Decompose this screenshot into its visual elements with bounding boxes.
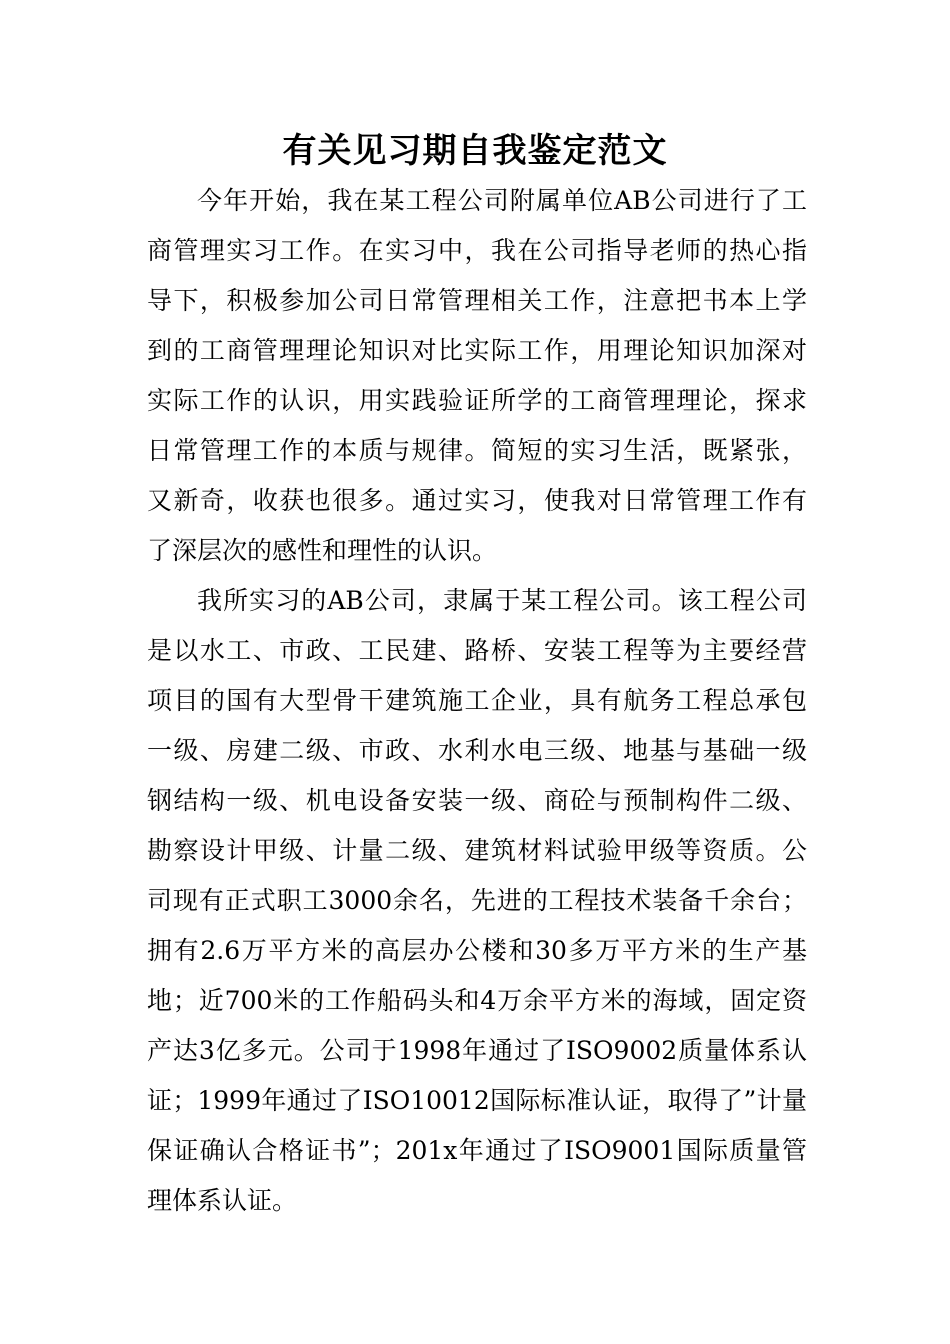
paragraph-line: 钢结构一级、机电设备安装一级、商砼与预制构件二级、 (147, 786, 807, 815)
paragraph-line: 地；近700米的工作船码头和4万余平方米的海域，固定资 (147, 986, 807, 1015)
paragraph-line: 了深层次的感性和理性的认识。 (147, 536, 498, 565)
paragraph-line: 产达3亿多元。公司于1998年通过了ISO9002质量体系认 (147, 1036, 807, 1065)
paragraph-line: 日常管理工作的本质与规律。简短的实习生活，既紧张， (147, 436, 807, 465)
paragraph-line: 又新奇，收获也很多。通过实习，使我对日常管理工作有 (147, 486, 807, 515)
paragraph-line: 我所实习的AB公司，隶属于某工程公司。该工程公司 (197, 586, 807, 615)
paragraph-line: 证；1999年通过了ISO10012国际标准认证，取得了”计量 (147, 1086, 807, 1115)
paragraph-line: 理体系认证。 (147, 1186, 298, 1215)
paragraph-1 (147, 176, 807, 576)
paragraph-line: 保证确认合格证书”；201x年通过了ISO9001国际质量管 (147, 1136, 807, 1165)
paragraph-line: 到的工商管理理论知识对比实际工作，用理论知识加深对 (147, 336, 807, 365)
paragraph-line: 导下，积极参加公司日常管理相关工作，注意把书本上学 (147, 286, 807, 315)
paragraph-line: 项目的国有大型骨干建筑施工企业，具有航务工程总承包 (147, 686, 807, 715)
document-title: 有关见习期自我鉴定范文 (282, 131, 668, 171)
paragraph-line: 实际工作的认识，用实践验证所学的工商管理理论，探求 (147, 386, 807, 415)
paragraph-line: 今年开始，我在某工程公司附属单位AB公司进行了工 (197, 186, 807, 215)
paragraph-line: 勘察设计甲级、计量二级、建筑材料试验甲级等资质。公 (147, 836, 807, 865)
paragraph-line: 一级、房建二级、市政、水利水电三级、地基与基础一级 (147, 736, 807, 765)
paragraph-line: 司现有正式职工3000余名，先进的工程技术装备千余台； (147, 886, 807, 915)
paragraph-line: 拥有2.6万平方米的高层办公楼和30多万平方米的生产基 (147, 936, 807, 965)
paragraph-line: 商管理实习工作。在实习中，我在公司指导老师的热心指 (147, 236, 807, 265)
paragraph-line: 是以水工、市政、工民建、路桥、安装工程等为主要经营 (147, 636, 807, 665)
paragraph-2 (147, 576, 807, 1226)
